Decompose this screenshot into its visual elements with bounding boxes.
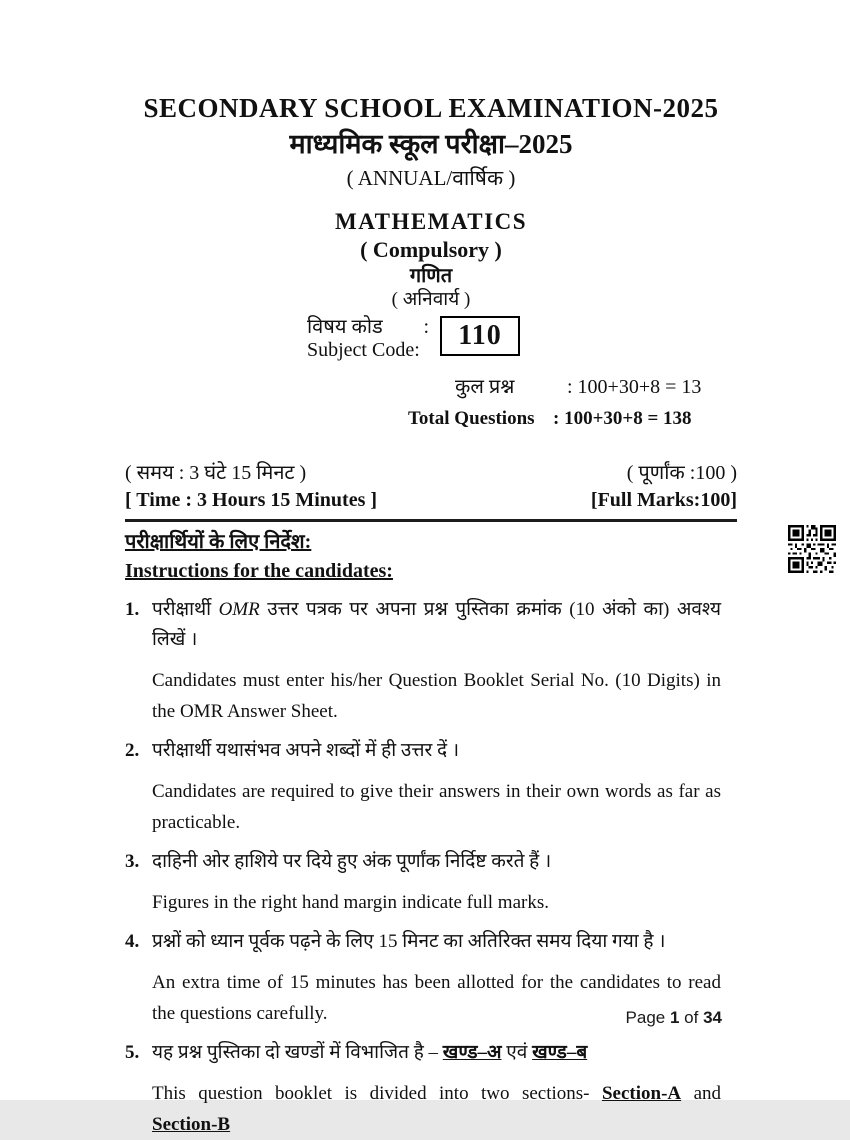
- total-questions-value-english: : 100+30+8 = 138: [553, 408, 692, 429]
- instruction-item-3: [125, 847, 737, 918]
- page-content: [125, 0, 737, 1140]
- item-5-hindi: [152, 1038, 721, 1068]
- marks-english: [Full Marks:100]: [590, 489, 737, 511]
- subject-code-colon: :: [423, 316, 429, 338]
- item-number: 3.: [125, 851, 140, 872]
- time-hindi: ( समय : 3 घंटे 15 मिनट ): [125, 462, 307, 484]
- marks-block: [591, 460, 737, 514]
- item-3-english: Figures in the right hand margin indicate full marks.: [152, 892, 549, 913]
- subject-code-box: [440, 316, 520, 356]
- instruction-item-2: [125, 736, 737, 838]
- item-5-section-a-english: Section-A: [601, 1083, 682, 1104]
- footer-page-word: Page: [625, 1008, 670, 1027]
- item-5-section-a-hindi: खण्ड–अ: [442, 1042, 502, 1063]
- item-2-english: Candidates are required to give their answers in their own words as far as practicable.: [152, 781, 721, 833]
- item-5-english: [152, 1078, 721, 1140]
- subject-name-hindi: गणित: [409, 265, 453, 287]
- instructions-section: [125, 528, 737, 1140]
- footer-of-word: of: [679, 1008, 704, 1027]
- header-block: [125, 0, 737, 312]
- instructions-heading-hindi: परीक्षार्थियों के लिए निर्देश:: [125, 531, 312, 553]
- item-5-section-b-english: Section-B: [152, 1114, 231, 1135]
- item-3-hindi: दाहिनी ओर हाशिये पर दिये हुए अंक पूर्णांक निर्दिष्ट करते हैं ।: [152, 851, 552, 872]
- item-5-english-pre: This question booklet is divided into two sections-: [152, 1083, 602, 1104]
- qr-code: [788, 525, 836, 573]
- footer-page-number: 1: [669, 1008, 680, 1027]
- total-questions-english: [408, 406, 737, 432]
- item-4-hindi: प्रश्नों को ध्यान पूर्वक पढ़ने के लिए 15 मिनट का अतिरिक्त समय दिया गया है ।: [152, 931, 666, 952]
- item-number: 1.: [125, 599, 140, 620]
- instruction-item-5: [125, 1038, 737, 1140]
- item-2-hindi: परीक्षार्थी यथासंभव अपने शब्दों में ही उत्तर दें ।: [152, 740, 460, 761]
- exam-title-hindi: माध्यमिक स्कूल परीक्षा–2025: [289, 129, 573, 159]
- item-5-hindi-pre: यह प्रश्न पुस्तिका दो खण्डों में विभाजित है –: [152, 1042, 443, 1063]
- item-5-section-b-hindi: खण्ड–ब: [532, 1042, 588, 1063]
- item-1-hindi: [152, 595, 721, 655]
- item-number: 4.: [125, 931, 140, 952]
- item-5-english-mid: and: [681, 1083, 722, 1104]
- item-1-english: Candidates must enter his/her Question Booklet Serial No. (10 Digits) in the OMR Answer Sheet.: [152, 670, 721, 722]
- item-1-hindi-pre: परीक्षार्थी: [152, 599, 219, 620]
- item-text: [152, 736, 737, 838]
- total-questions-label-english: Total Questions: [408, 408, 535, 429]
- instructions-heading-english: Instructions for the candidates:: [125, 560, 393, 582]
- horizontal-rule: [125, 519, 737, 522]
- item-4-english: An extra time of 15 minutes has been allotted for the candidates to read the questions carefully.: [152, 972, 721, 1024]
- item-text: [152, 847, 737, 918]
- exam-title-english: SECONDARY SCHOOL EXAMINATION-2025: [143, 93, 719, 123]
- item-number: 2.: [125, 740, 140, 761]
- page-footer: [626, 1008, 722, 1028]
- time-marks-row: [125, 460, 737, 514]
- subject-code-labels: [307, 316, 429, 362]
- total-questions-block: [125, 374, 737, 432]
- subject-code-label-hindi: [307, 316, 429, 339]
- annual-line: ( ANNUAL/वार्षिक ): [346, 166, 516, 190]
- subject-type-hindi: ( अनिवार्य ): [391, 289, 471, 310]
- item-5-hindi-mid: एवं: [501, 1042, 533, 1063]
- subject-code-label-hindi-text: विषय कोड: [307, 316, 383, 338]
- item-number: 5.: [125, 1042, 140, 1063]
- item-text: [152, 1038, 737, 1140]
- total-questions-value-hindi: : 100+30+8 = 13: [567, 376, 702, 398]
- subject-type-english: ( Compulsory ): [360, 237, 502, 262]
- time-english: [ Time : 3 Hours 15 Minutes ]: [125, 489, 378, 511]
- time-block: [125, 460, 377, 514]
- marks-hindi: ( पूर्णांक :100 ): [626, 462, 737, 484]
- total-questions-hindi: [455, 374, 737, 400]
- total-questions-label-hindi: कुल प्रश्न: [455, 376, 515, 398]
- subject-code-row: [125, 316, 737, 366]
- subject-name-english: MATHEMATICS: [335, 209, 527, 234]
- footer-total-pages: 34: [703, 1008, 722, 1027]
- subject-code-label-english: Subject Code:: [307, 339, 420, 361]
- item-1-omr-italic: OMR: [218, 599, 260, 620]
- item-text: [152, 595, 737, 727]
- subject-code-value: 110: [458, 320, 502, 351]
- item-1-hindi-post: उत्तर पत्रक पर अपना प्रश्न पुस्तिका क्रमांक (10 अंको का) अवश्य लिखें ।: [152, 599, 721, 650]
- instruction-item-1: [125, 595, 737, 727]
